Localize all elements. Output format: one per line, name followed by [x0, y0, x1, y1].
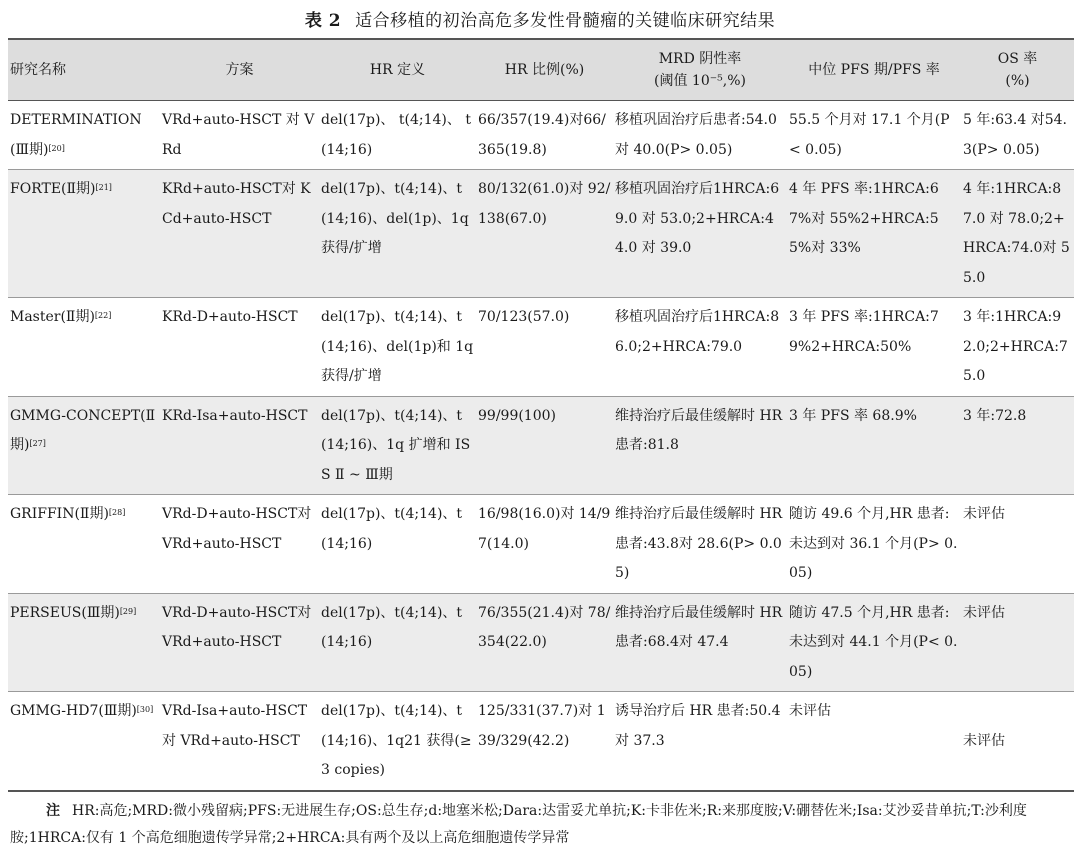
cell-hr-ratio: 80/132(61.0)对 92/138(67.0)	[476, 170, 613, 298]
table-row	[8, 692, 1074, 791]
cell-mrd: 维持治疗后最佳缓解时 HR 患者:81.8	[613, 396, 787, 495]
header-os-line1: OS 率	[997, 51, 1038, 67]
header-hr-ratio: HR 比例(%)	[476, 39, 613, 101]
cell-regimen: VRd+auto-HSCT 对 VRd	[160, 101, 319, 170]
cell-os: 未评估	[961, 593, 1074, 692]
cell-hr-ratio: 16/98(16.0)对 14/97(14.0)	[476, 495, 613, 594]
cell-hr-def: del(17p)、t(4;14)、t(14;16)	[319, 593, 476, 692]
cell-hr-def: del(17p)、 t(4;14)、 t(14;16)	[319, 101, 476, 170]
cell-os: 5 年:63.4 对54.3(P> 0.05)	[961, 101, 1074, 170]
table-row	[8, 170, 1074, 298]
cell-os: 3 年:1HRCA:92.0;2+HRCA:75.0	[961, 298, 1074, 397]
cell-name: GRIFFIN(Ⅱ期)[28]	[8, 495, 160, 594]
cell-name: Master(Ⅱ期)[22]	[8, 298, 160, 397]
table-title	[0, 6, 1080, 31]
cell-os: 4 年:1HRCA:87.0 对 78.0;2+HRCA:74.0对 55.0	[961, 170, 1074, 298]
table-caption: 适合移植的初治高危多发性骨髓瘤的关键临床研究结果	[355, 11, 776, 31]
cell-hr-def: del(17p)、t(4;14)、t(14;16)、del(1p)、1q 获得/扩增	[319, 170, 476, 298]
header-os-line2: (%)	[1005, 73, 1030, 89]
cell-regimen: VRd-D+auto-HSCT对 VRd+auto-HSCT	[160, 495, 319, 594]
cell-pfs: 随访 49.6 个月,HR 患者:未达到对 36.1 个月(P> 0.05)	[787, 495, 961, 594]
cell-regimen: VRd-D+auto-HSCT对 VRd+auto-HSCT	[160, 593, 319, 692]
footnote-label: 注	[46, 803, 60, 819]
cell-mrd: 维持治疗后最佳缓解时 HR 患者:68.4对 47.4	[613, 593, 787, 692]
table-row	[8, 495, 1074, 594]
header-hr-def: HR 定义	[319, 39, 476, 101]
cell-regimen: KRd-D+auto-HSCT	[160, 298, 319, 397]
cell-regimen: KRd+auto-HSCT对 KCd+auto-HSCT	[160, 170, 319, 298]
table-row	[8, 298, 1074, 397]
header-os	[961, 39, 1074, 101]
cell-hr-def: del(17p)、t(4;14)、t(14;16)、del(1p)和 1q 获得/扩增	[319, 298, 476, 397]
header-mrd-line2: (阈值 10⁻⁵,%)	[654, 73, 746, 89]
cell-name: GMMG-HD7(Ⅲ期)[30]	[8, 692, 160, 791]
cell-name: PERSEUS(Ⅲ期)[29]	[8, 593, 160, 692]
cell-hr-ratio: 66/357(19.4)对66/365(19.8)	[476, 101, 613, 170]
table-row	[8, 396, 1074, 495]
header-mrd	[613, 39, 787, 101]
cell-hr-def: del(17p)、t(4;14)、t(14;16)、1q21 获得(≥ 3 copies)	[319, 692, 476, 791]
header-mrd-line1: MRD 阴性率	[658, 51, 742, 67]
cell-hr-def: del(17p)、t(4;14)、t(14;16)、1q 扩增和 ISS Ⅱ ~ Ⅲ期	[319, 396, 476, 495]
header-row	[8, 39, 1074, 101]
cell-hr-ratio: 76/355(21.4)对 78/354(22.0)	[476, 593, 613, 692]
cell-pfs: 55.5 个月对 17.1 个月(P< 0.05)	[787, 101, 961, 170]
cell-os: 未评估	[961, 495, 1074, 594]
results-table	[8, 38, 1074, 792]
cell-os: 3 年:72.8	[961, 396, 1074, 495]
cell-pfs: 随访 47.5 个月,HR 患者:未达到对 44.1 个月(P< 0.05)	[787, 593, 961, 692]
cell-hr-def: del(17p)、t(4;14)、t(14;16)	[319, 495, 476, 594]
table-row	[8, 101, 1074, 170]
footnote-text: HR:高危;MRD:微小残留病;PFS:无进展生存;OS:总生存;d:地塞米松;Dara:达雷妥尤单抗;K:卡非佐米;R:来那度胺;V:硼替佐米;Isa:艾沙妥昔单抗;T:沙利度胺;1HRCA:仅有 1 个高危细胞遗传学异常;2+HRCA:具有两个及以上高危细胞遗传学异常	[10, 803, 1027, 846]
table-footnote	[10, 798, 1072, 852]
cell-name: GMMG-CONCEPT(Ⅱ期)[27]	[8, 396, 160, 495]
cell-pfs: 未评估	[787, 692, 961, 791]
cell-pfs: 3 年 PFS 率 68.9%	[787, 396, 961, 495]
cell-regimen: VRd-Isa+auto-HSCT对 VRd+auto-HSCT	[160, 692, 319, 791]
cell-hr-ratio: 99/99(100)	[476, 396, 613, 495]
cell-name: FORTE(Ⅱ期)[21]	[8, 170, 160, 298]
cell-pfs: 3 年 PFS 率:1HRCA:79%2+HRCA:50%	[787, 298, 961, 397]
cell-mrd: 诱导治疗后 HR 患者:50.4 对 37.3	[613, 692, 787, 791]
cell-regimen: KRd-Isa+auto-HSCT	[160, 396, 319, 495]
cell-mrd: 移植巩固治疗后1HRCA:86.0;2+HRCA:79.0	[613, 298, 787, 397]
cell-hr-ratio: 70/123(57.0)	[476, 298, 613, 397]
header-name: 研究名称	[8, 39, 160, 101]
cell-mrd: 移植巩固治疗后1HRCA:69.0 对 53.0;2+HRCA:44.0 对 39.0	[613, 170, 787, 298]
header-pfs: 中位 PFS 期/PFS 率	[787, 39, 961, 101]
header-regimen: 方案	[160, 39, 319, 101]
cell-hr-ratio: 125/331(37.7)对 139/329(42.2)	[476, 692, 613, 791]
cell-name: DETERMINATION(Ⅲ期)[20]	[8, 101, 160, 170]
table-row	[8, 593, 1074, 692]
table-number: 表 2	[304, 11, 342, 31]
cell-mrd: 维持治疗后最佳缓解时 HR 患者:43.8对 28.6(P> 0.05)	[613, 495, 787, 594]
cell-os: 未评估	[961, 692, 1074, 791]
cell-pfs: 4 年 PFS 率:1HRCA:67%对 55%2+HRCA:55%对 33%	[787, 170, 961, 298]
cell-mrd: 移植巩固治疗后患者:54.0 对 40.0(P> 0.05)	[613, 101, 787, 170]
